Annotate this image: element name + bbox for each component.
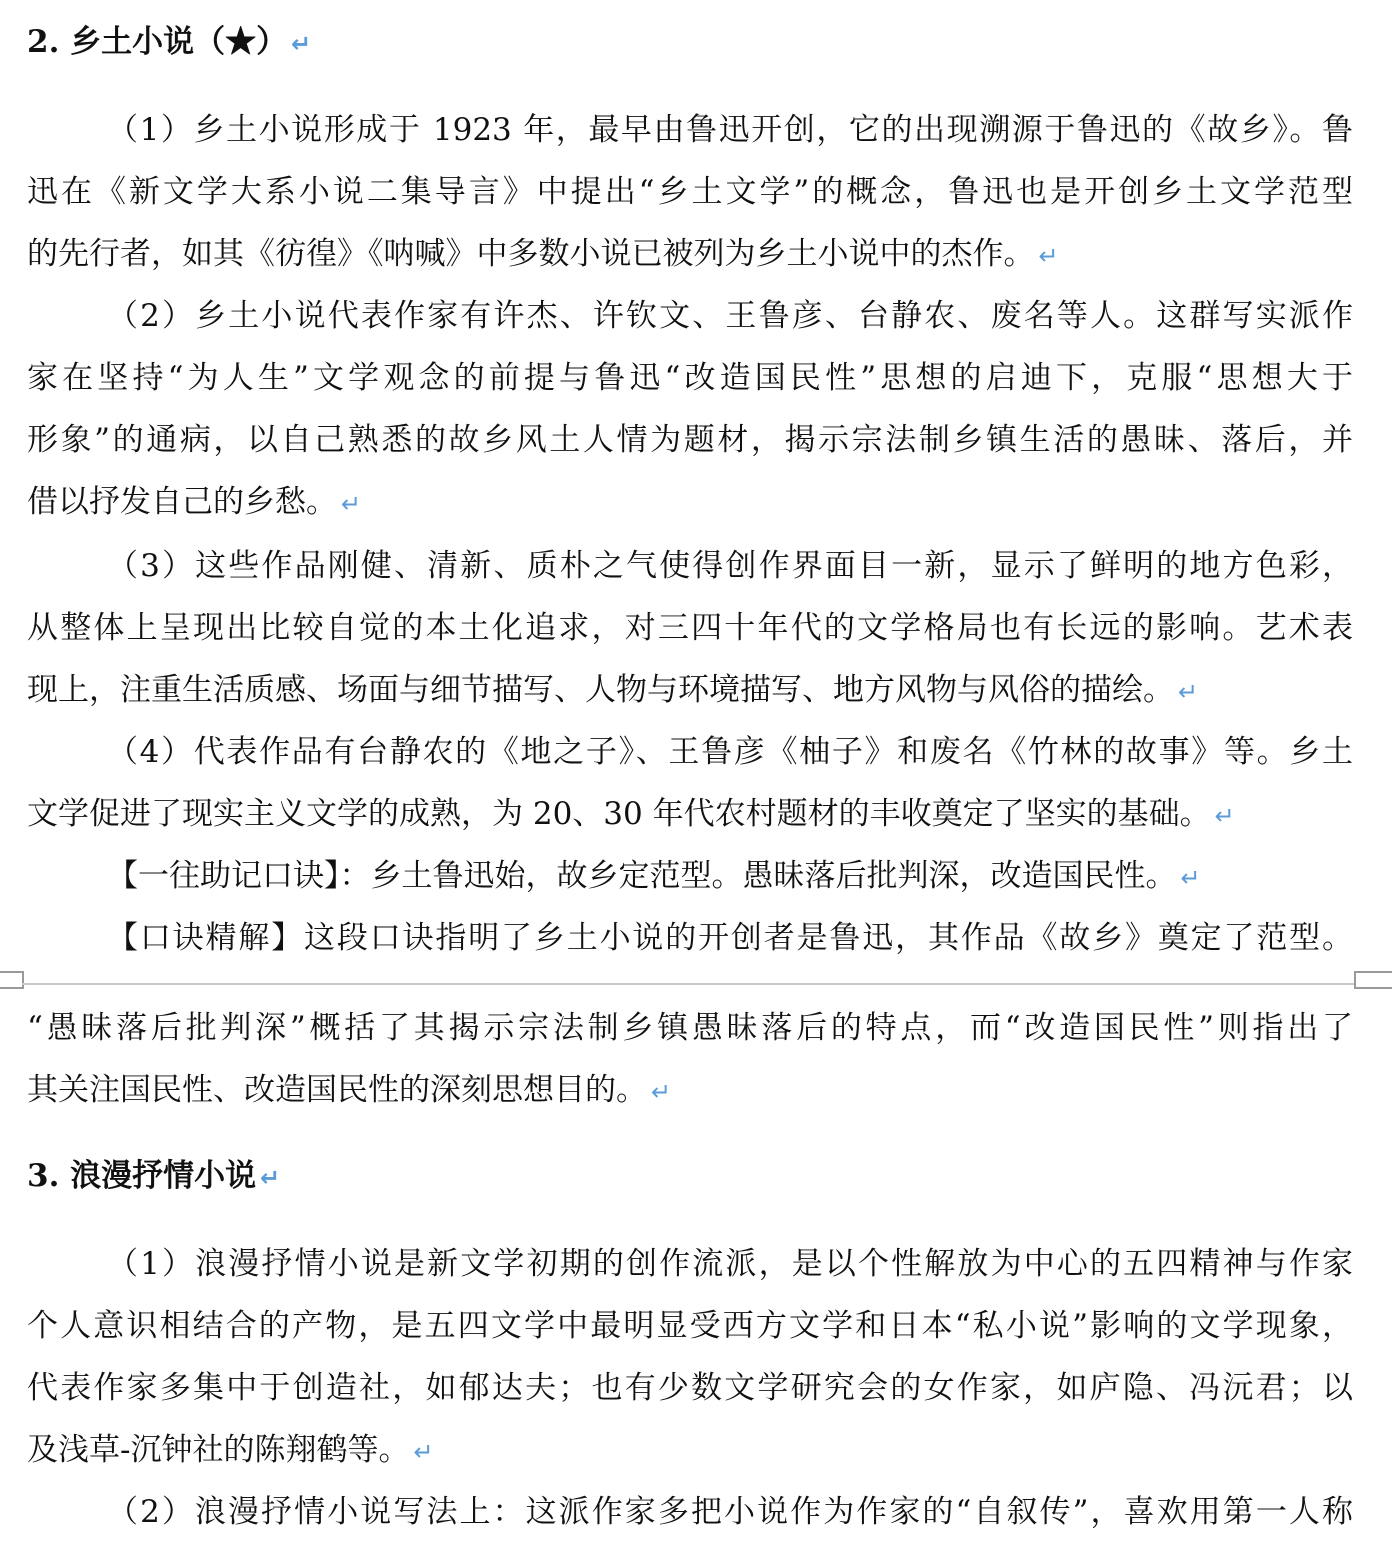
paragraph-mark-icon: ↵ xyxy=(1038,242,1059,270)
paragraph-line: 迅在《新文学大系小说二集导言》中提出“乡土文学”的概念，鲁迅也是开创乡土文学范型 xyxy=(27,174,1353,210)
section-2-heading xyxy=(27,22,1353,64)
mnemonic-explanation-line: 【口诀精解】这段口诀指明了乡土小说的开创者是鲁迅，其作品《故乡》奠定了范型。 xyxy=(107,920,1353,956)
paragraph-line-end xyxy=(27,1070,1353,1112)
paragraph-line: 家在坚持“为人生”文学观念的前提与鲁迅“改造国民性”思想的启迪下，克服“思想大于 xyxy=(27,360,1353,396)
paragraph-mark-icon: ↵ xyxy=(291,30,312,58)
paragraph-line-text: 其关注国民性、改造国民性的深刻思想目的。 xyxy=(27,1072,647,1108)
section-2-heading-text: 2. 乡土小说（★） xyxy=(27,24,288,60)
paragraph-line-text: 借以抒发自己的乡愁。 xyxy=(27,484,337,520)
paragraph-mark-icon: ↵ xyxy=(1178,678,1199,706)
paragraph-line: （1）浪漫抒情小说是新文学初期的创作流派，是以个性解放为中心的五四精神与作家 xyxy=(107,1246,1353,1282)
paragraph-line: （3）这些作品刚健、清新、质朴之气使得创作界面目一新，显示了鲜明的地方色彩， xyxy=(107,548,1353,584)
paragraph-line: 个人意识相结合的产物，是五四文学中最明显受西方文学和日本“私小说”影响的文学现象， xyxy=(27,1308,1353,1344)
mnemonic-text: 【一往助记口诀】：乡土鲁迅始，故乡定范型。愚昧落后批判深，改造国民性。 xyxy=(107,858,1177,894)
paragraph-mark-icon: ↵ xyxy=(1214,802,1235,830)
paragraph-line-end xyxy=(27,234,1353,276)
paragraph-line-text: 现上，注重生活质感、场面与细节描写、人物与环境描写、地方风物与风俗的描绘。 xyxy=(27,672,1174,708)
paragraph-mark-icon: ↵ xyxy=(1180,864,1201,892)
page-corner-left xyxy=(0,971,24,989)
paragraph-mark-icon: ↵ xyxy=(341,490,362,518)
paragraph-line: 形象”的通病，以自己熟悉的故乡风土人情为题材，揭示宗法制乡镇生活的愚昧、落后，并 xyxy=(27,422,1353,458)
paragraph-line: （1）乡土小说形成于 1923 年，最早由鲁迅开创，它的出现溯源于鲁迅的《故乡》。鲁 xyxy=(107,112,1353,148)
paragraph-line: （4）代表作品有台静农的《地之子》、王鲁彦《柚子》和废名《竹林的故事》等。乡土 xyxy=(107,734,1353,770)
paragraph-mark-icon: ↵ xyxy=(651,1078,672,1106)
page-corner-right xyxy=(1354,971,1392,989)
page-break xyxy=(0,968,1392,994)
section-3-heading-text: 3. 浪漫抒情小说 xyxy=(27,1158,257,1194)
mnemonic-line xyxy=(27,856,1353,898)
paragraph-line: 从整体上呈现出比较自觉的本土化追求，对三四十年代的文学格局也有长远的影响。艺术表 xyxy=(27,610,1353,646)
page-break-line xyxy=(22,983,1354,985)
paragraph-line-text: 文学促进了现实主义文学的成熟，为 20、30 年代农村题材的丰收奠定了坚实的基础。 xyxy=(27,796,1211,832)
paragraph-line: 代表作家多集中于创造社，如郁达夫；也有少数文学研究会的女作家，如庐隐、冯沅君；以 xyxy=(27,1370,1353,1406)
paragraph-mark-icon: ↵ xyxy=(260,1164,281,1192)
paragraph-line-end xyxy=(27,482,1353,524)
paragraph-line: （2）浪漫抒情小说写法上：这派作家多把小说作为作家的“自叙传”，喜欢用第一人称 xyxy=(107,1494,1353,1530)
paragraph-line: “愚昧落后批判深”概括了其揭示宗法制乡镇愚昧落后的特点，而“改造国民性”则指出了 xyxy=(27,1010,1353,1046)
paragraph-line-end xyxy=(27,1430,1353,1472)
paragraph-line: （2）乡土小说代表作家有许杰、许钦文、王鲁彦、台静农、废名等人。这群写实派作 xyxy=(107,298,1353,334)
paragraph-mark-icon: ↵ xyxy=(413,1438,434,1466)
paragraph-line-end xyxy=(27,794,1353,836)
paragraph-line-text: 及浅草-沉钟社的陈翔鹤等。 xyxy=(27,1432,410,1468)
section-3-heading xyxy=(27,1156,1353,1198)
paragraph-line-end xyxy=(27,670,1353,712)
paragraph-line-text: 的先行者，如其《彷徨》《呐喊》中多数小说已被列为乡土小说中的杰作。 xyxy=(27,236,1035,272)
document-page-bottom xyxy=(0,994,1392,1548)
